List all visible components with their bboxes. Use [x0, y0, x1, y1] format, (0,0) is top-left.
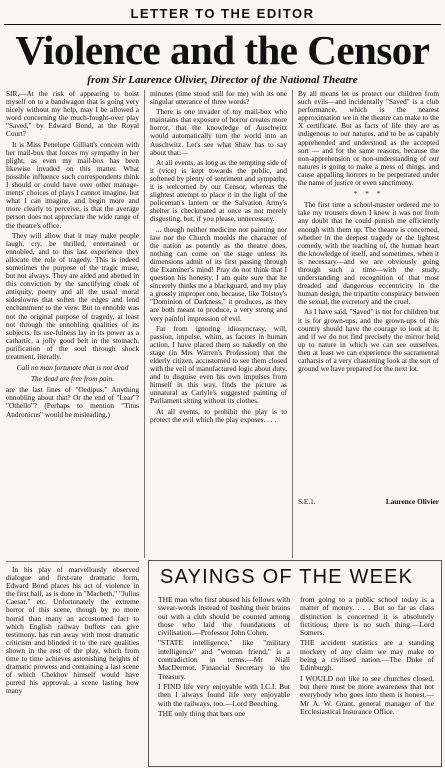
saying-item: I WOULD not like to see churches closed, but there must be more awareness that not everybody who goes into them is honest.—Mr A. W. Grant, general manager of the Ecclesiastical Insurance Office. — [300, 673, 434, 716]
kicker-rule — [4, 24, 441, 25]
section-break-stars: * * * — [353, 189, 384, 199]
letter-paragraph: At all events, to prohibit the play is to protect the evil which the play exposes. . . . — [150, 406, 287, 424]
column-divider — [292, 90, 293, 558]
headline: Violence and the Censor — [15, 27, 430, 73]
signature-address: S.E.1. — [298, 497, 316, 506]
letter-paragraph: It is Miss Penelope Gilliatt's concern with her mail-box that forces my sympathy in her plight, as even my mail-box has been likewise invaded on this matter. What possible influence such correspondents think I should or could have over other manage-ments' choices of plays I cannot imagine, but what I can imagine, and begin more and more clearly to perceive, is that the average person does not appreciate the wide range of the theatre's office. — [6, 139, 139, 230]
sayings-title: SAYINGS OF THE WEEK — [160, 566, 414, 588]
letter-paragraph: There is one invader of my mail-box who maintains that exposure of horror creates more horror, that the knowledge of Auschwitz would automatically turn the world into an Auschwitz. Let's see what Shaw has to say about that:— — [150, 107, 287, 157]
column-divider — [144, 90, 145, 558]
letter-paragraph: By all means let us protect our children from such evils—and incidentally "Saved" is a club performance, which is the nearest approximation we in the theatre can make to the X certificate. But as facts of life they are as indigenous to our natures, and to be as capably apprehended and understood as the accepted sort — and for the same reasons, because the non-apprehension or non-understanding of our natures is going to make a mess of things, and cause appalling horrors to be perpetrated under the name of justice or even sanctimony. — [298, 90, 439, 188]
section-rule — [6, 561, 139, 562]
saying-item: I FIND life very enjoyable with I.C.I. But then I always found life very enjoyable with the railways, too.—Lord Beeching. — [158, 681, 290, 708]
signature-name: Laurence Olivier — [385, 497, 439, 506]
saying-item: THE man who first abused his fellows with swear-words instead of bashing their brains out with a club should be counted among those who laid the foundations of civilisation.—Professor John Cohen. — [158, 596, 290, 638]
letter-column-1 — [6, 90, 139, 558]
letter-paragraph: SIR,—At the risk of appearing to hoist myself on to a bandwagon that is going very nicely without my help, may I be allowed a word concerning the much-fought-over play "Saved," by Edward Bond, at the Royal Court? — [6, 90, 139, 139]
letter-column-2 — [150, 90, 287, 558]
letter-column-1-continued — [6, 566, 139, 766]
sayings-column-1 — [158, 596, 290, 764]
quotation-line: Call no man fortunate that is not dead — [16, 363, 129, 373]
byline: from Sir Laurence Olivier, Director of the National Theatre — [87, 74, 358, 86]
letter-paragraph: The first time a school-master ordered me to take my trousers down I knew it was not from any doubt that he could punish me efficiently enough with them up. The theatre is concerned, whether in the deepest tragedy or the lightest comedy, with the teaching of, the human heart the knowledge of itself, and sometimes, when it is necessary—and we are obviously going through such a time—with the study, understanding and recognition of that most dreaded and dangerous eccentricity in the human design, the tripartite conspiracy between the sexual, the excretory and the cruel. — [298, 200, 439, 307]
letter-paragraph: are the last lines of "Oedipus." Anything ennobling about that? Or the end of "Lear"? "Othello"? (Perhaps to mention "Titus Andronicus" would be misleading.) — [6, 385, 139, 419]
saying-item: "STATE intelligence," like "military intelligence" and "woman friend," is a contradiction in terms.—Mr Niall MacDermot, Financial Secretary to the Treasury. — [158, 638, 290, 681]
letter-paragraph: As I have said, "Saved" is not for children but it is for grown-ups, and the grown-ups of this country should have the courage to look at it; and if we do not find precisely the mirror held up to nature in which we can see ourselves, then at least we can experience the sacramental catharsis of a very chastening look at the sort of ground we have prepared for the next lot. — [298, 307, 439, 374]
letter-paragraph: At all events, as long as the tempting side of it (vice) is kept towards the public, and softened by plenty of sentiment and sympathy, it is welcomed by our Censor, whereas the slightest attempt to place it in the light of the policeman's lantern or the Salvation Army's shelter is checkmated at once as not merely disgusting, but, if you please, unnecessary. — [150, 157, 287, 224]
letter-paragraph: ... though neither medicine nor painting nor law nor the Church moulds the character of the nation as potently as the theatre does, nothing can come on the stage unless its dimensions admit of its first passing through the Examiner's mind! Pray do not think that I question his honesty. I am quite sure that he sincerely thinks me a blackguard, and my play a grossly improper one, because, like Tolstoy's "Dominion of Darkness," it produces, as they are both meant to produce, a very strong and very painful impression of evil. — [150, 224, 287, 323]
quotation-line: The dead are free from pain. — [30, 374, 115, 384]
saying-item: THE accident statistics are a standing mockery of any claim we may make to being a civilised nation.—The Duke of Edinburgh. — [300, 638, 434, 673]
letter-paragraph: Far from ignoring idiosyncrasy, will, passion, impulse, whim, as factors in human action, I have placed them so nakedly on the stage (in Mrs Warren's Profession) that the elderly citizen, accustomed to see them closed with the veil of manufactured logic about duty, and to disguise even his own impulses from himself in this way, finds the picture as unnatural as Carlyle's suggested painting of Parliament sitting without its clothes. — [150, 323, 287, 406]
saying-item: from going to a public school today is a matter of money. . . . But so far as class distinction is concerned it is absolutely fictitious; there is no such thing.—Lord Somers. — [300, 596, 434, 638]
letter-column-3 — [298, 90, 439, 510]
letter-paragraph: In his play of marvellously observed dialogue and first-rate dramatic form, Edward Bond places his act of violence in the first half, as is done in "Macbeth," "Julius Caesar," etc. Unfortunately the extreme horror of this scene, though by no more horrid than many an accustomed fact to which English railway buffets can give testimony, has run away with most dramatic criticism and blinded it to the rare qualities shown in the rest of the play, which from time to time achieves astonishing heights of dramatic prowess and containing a last scene of which Chekhov himself would have purred his approval, a scene lasting how many — [6, 566, 139, 696]
section-kicker: LETTER TO THE EDITOR — [130, 6, 315, 21]
saying-item: THE only thing that bars one — [158, 708, 246, 718]
letter-paragraph: They will allow that it may make people laugh, cry, be thrilled, entertained or ennobled, and to this last experience they allocate the role of tragedy. This is indeed sometimes the purpose of the tragic muse, but not always. They are aided and abetted in this conviction by the sanctifying cloak of antiquity, poetry and all the usual moral sideslowns that soften the edges and lend enchantment to the view. But to ennoble was not the original purpose of tragedy, at least not through the ennobling qualities of its subjects. Its use-fulness lay in its power as a cathartic, a jolly good belt in the stomach, purification of the soul through shock treatment, literally. — [6, 230, 139, 361]
sayings-column-2 — [300, 596, 434, 764]
letter-paragraph: minutes (time stood still for me) with its one singular utterance of three words? — [150, 90, 287, 107]
